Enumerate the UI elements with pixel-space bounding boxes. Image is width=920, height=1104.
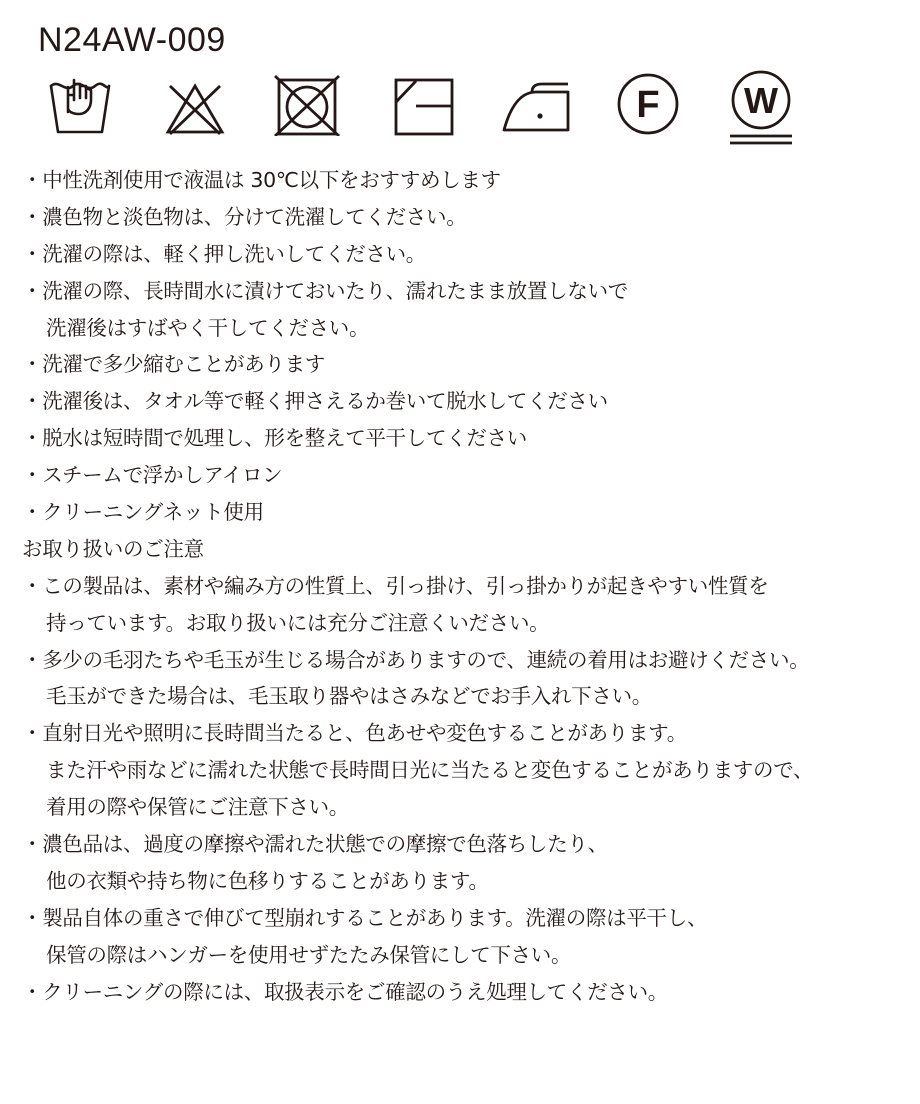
instruction-line: ・クリーニングネット使用 [22,500,264,525]
instruction-line: ・濃色物と淡色物は、分けて洗濯してください。 [22,204,467,229]
dry-clean-f-icon [614,64,682,136]
low-temperature-iron-icon [498,64,572,136]
instruction-line: ・洗濯の際は、軽く押し洗いしてください。 [22,241,426,266]
instruction-continuation: 毛玉ができた場合は、毛玉取り器やはさみなどでお手入れ下さい。 [46,684,652,709]
product-code: N24AW-009 [38,21,226,59]
wet-clean-letter: W [744,80,778,121]
instruction-line: ・洗濯の際、長時間水に漬けておいたり、濡れたまま放置しないで [22,278,628,303]
instruction-continuation: 洗濯後はすばやく干してください。 [46,315,370,340]
instruction-line: ・洗濯後は、タオル等で軽く押さえるか巻いて脱水してください [22,389,608,414]
instruction-line: ・洗濯で多少縮むことがあります [22,352,325,377]
instruction-line: ・脱水は短時間で処理し、形を整えて平干してください [22,426,527,451]
instruction-line: ・製品自体の重さで伸びて型崩れすることがあります。洗濯の際は平干し、 [22,905,708,930]
instruction-continuation: 持っています。お取り扱いには充分ご注意くいださい。 [46,610,550,635]
instruction-continuation: また汗や雨などに濡れた状態で長時間日光に当たると変色することがありますので、 [46,758,814,783]
instruction-line: ・多少の毛羽たちや毛玉が生じる場合がありますので、連続の着用はお避けください。 [22,647,810,672]
instruction-continuation: 他の衣類や持ち物に色移りすることがあります。 [46,868,489,893]
instruction-line: ・スチームで浮かしアイロン [22,463,283,488]
care-symbols [0,64,920,154]
instruction-continuation: 保管の際はハンガーを使用せずたたみ保管にして下さい。 [46,942,572,967]
care-instructions [22,162,918,1010]
dry-clean-letter: F [636,84,660,126]
wet-clean-very-mild-icon [726,64,796,154]
instruction-line: ・クリーニングの際には、取扱表示をご確認のうえ処理してください。 [22,979,668,1004]
instruction-line: ・濃色品は、過度の摩擦や濡れた状態での摩擦で色落ちしたり、 [22,832,608,857]
flat-dry-in-shade-icon [392,64,456,136]
instruction-line: ・中性洗剤使用で液温は 30℃以下をおすすめします [22,168,501,192]
do-not-tumble-dry-icon [272,64,342,136]
instruction-continuation: 着用の際や保管にご注意下さい。 [46,795,349,820]
instruction-line: ・この製品は、素材や編み方の性質上、引っ掛け、引っ掛かりが起きやすい性質を [22,573,769,598]
do-not-bleach-icon [162,64,228,136]
instruction-line: お取り扱いのご注意 [22,536,204,561]
instruction-line: ・直射日光や照明に長時間当たると、色あせや変色することがあります。 [22,721,687,746]
hand-wash-icon [48,64,112,136]
